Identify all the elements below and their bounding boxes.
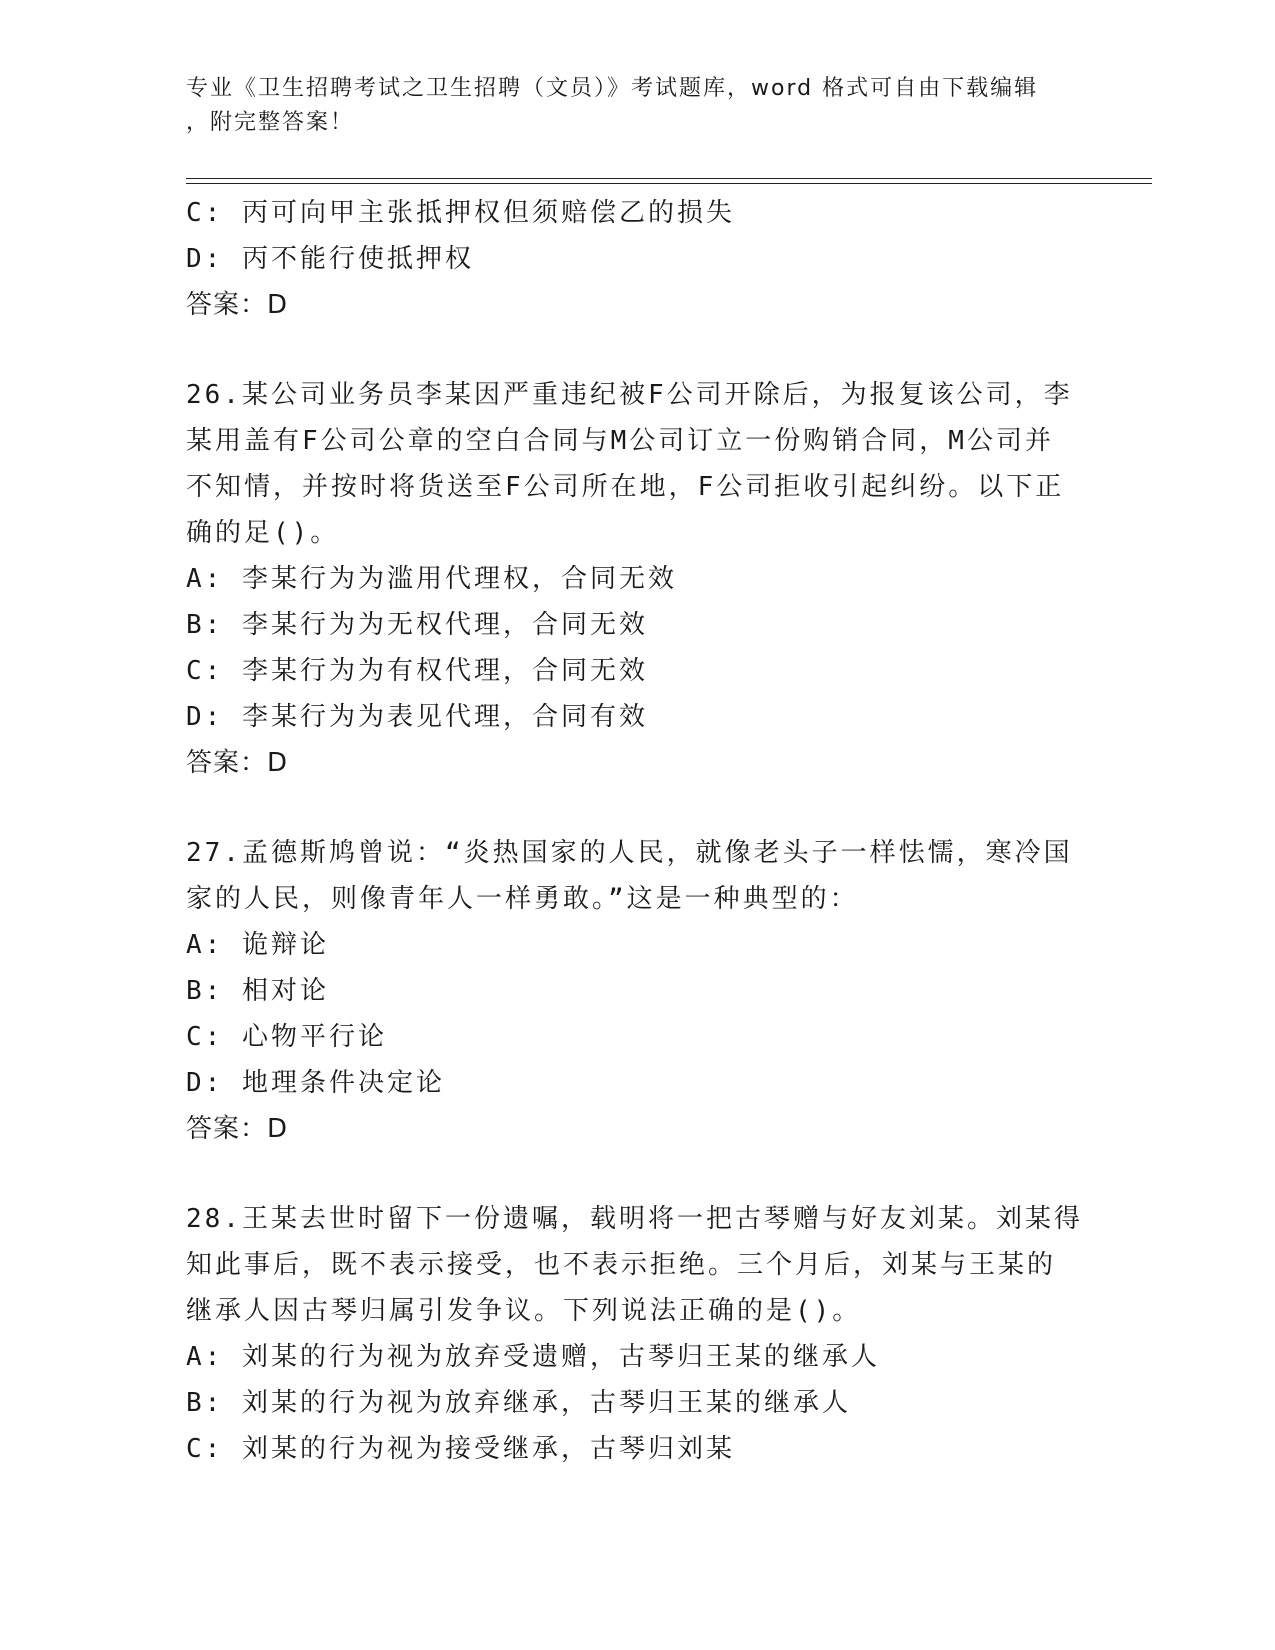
q25-option-d: D: 丙不能行使抵押权 <box>186 244 474 274</box>
q26-option-a: A: 李某行为为滥用代理权，合同无效 <box>186 564 677 594</box>
question-27 <box>186 830 1086 1152</box>
q26-stem-line: 某用盖有F公司公章的空白合同与M公司订立一份购销合同，M公司并 <box>186 426 1054 456</box>
header-divider-bottom <box>186 183 1152 184</box>
spacer <box>186 786 1086 830</box>
question-25 <box>186 190 1086 328</box>
q27-option-b: B: 相对论 <box>186 976 329 1006</box>
q28-option-b: B: 刘某的行为视为放弃继承，古琴归王某的继承人 <box>186 1388 851 1418</box>
header-line-2: ，附完整答案！ <box>186 110 355 135</box>
q26-option-d: D: 李某行为为表见代理，合同有效 <box>186 702 648 732</box>
q26-stem-line: 确的足()。 <box>186 518 340 548</box>
q27-option-c: C: 心物平行论 <box>186 1022 387 1052</box>
q25-answer: 答案：D <box>186 290 289 320</box>
q27-stem-line: 家的人民，则像青年人一样勇敢。”这是一种典型的： <box>186 884 859 914</box>
q27-answer: 答案：D <box>186 1114 289 1144</box>
header-line-1: 专业《卫生招聘考试之卫生招聘（文员）》考试题库，word 格式可自由下载编辑 <box>186 76 1039 101</box>
q27-option-a: A: 诡辩论 <box>186 930 329 960</box>
q28-option-c: C: 刘某的行为视为接受继承，古琴归刘某 <box>186 1434 735 1464</box>
question-28 <box>186 1196 1086 1472</box>
q28-stem <box>186 1196 1086 1334</box>
header-divider-top <box>186 178 1152 179</box>
q28-option-a: A: 刘某的行为视为放弃受遗赠，古琴归王某的继承人 <box>186 1342 880 1372</box>
q28-stem-line: 28.王某去世时留下一份遗嘱，载明将一把古琴赠与好友刘某。刘某得 <box>186 1204 1083 1234</box>
q26-stem-line: 不知情，并按时将货送至F公司所在地，F公司拒收引起纠纷。以下正 <box>186 472 1065 502</box>
q26-option-c: C: 李某行为为有权代理，合同无效 <box>186 656 648 686</box>
question-26 <box>186 372 1086 786</box>
q27-stem <box>186 830 1086 922</box>
q27-option-d: D: 地理条件决定论 <box>186 1068 445 1098</box>
spacer <box>186 1152 1086 1196</box>
document-header <box>186 72 1066 140</box>
question-list <box>186 190 1086 1472</box>
q28-stem-line: 知此事后，既不表示接受，也不表示拒绝。三个月后，刘某与王某的 <box>186 1250 1057 1280</box>
q25-option-c: C: 丙可向甲主张抵押权但须赔偿乙的损失 <box>186 198 735 228</box>
q26-answer: 答案：D <box>186 748 289 778</box>
spacer <box>186 328 1086 372</box>
q27-stem-line: 27.孟德斯鸠曾说：“炎热国家的人民，就像老头子一样怯懦，寒冷国 <box>186 838 1073 868</box>
q28-stem-line: 继承人因古琴归属引发争议。下列说法正确的是()。 <box>186 1296 862 1326</box>
q26-stem <box>186 372 1086 556</box>
q26-stem-line: 26.某公司业务员李某因严重违纪被F公司开除后，为报复该公司，李 <box>186 380 1073 410</box>
q26-option-b: B: 李某行为为无权代理，合同无效 <box>186 610 648 640</box>
